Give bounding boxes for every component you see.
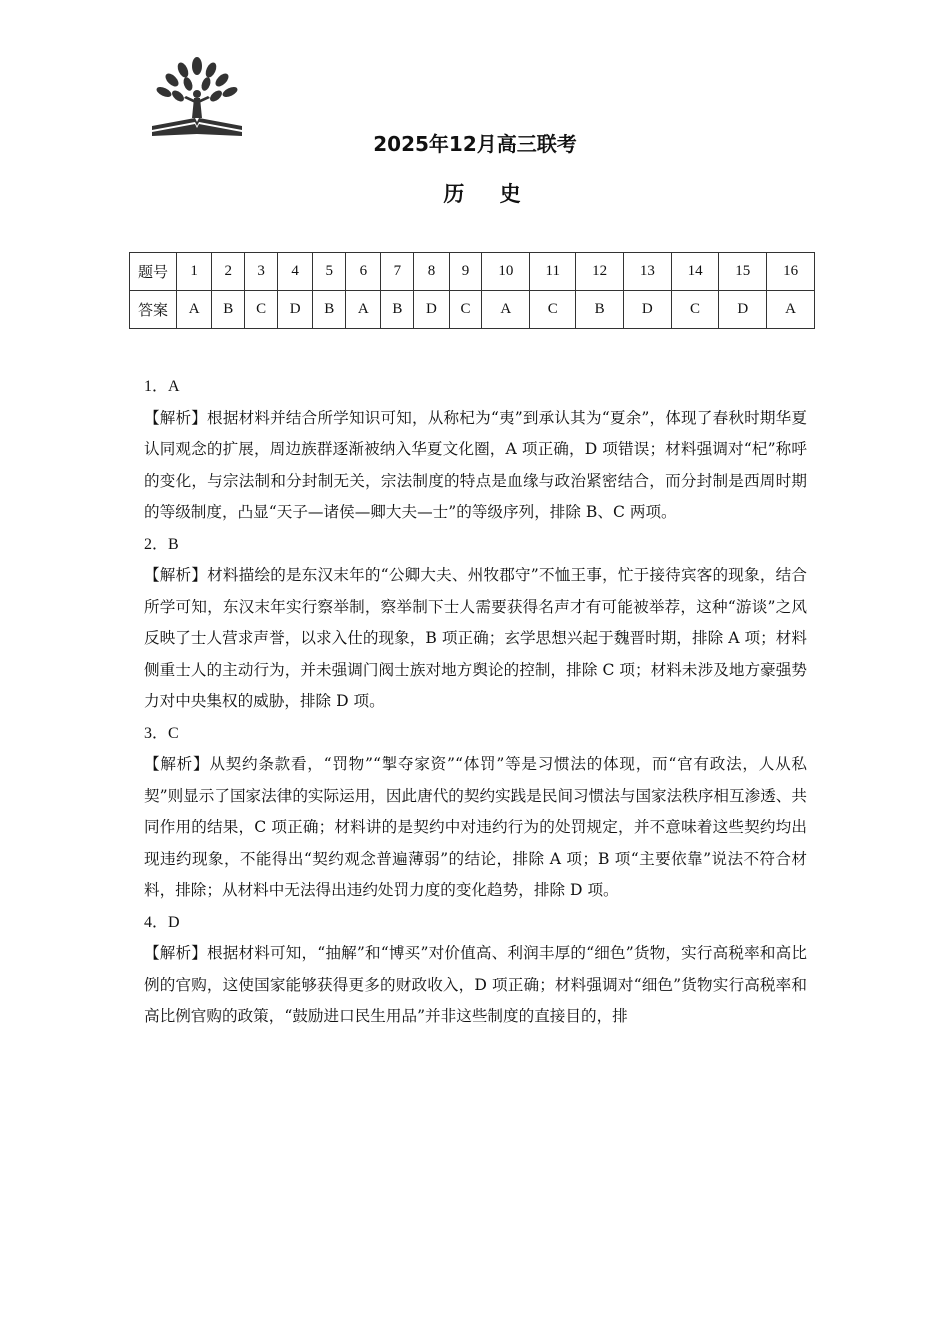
table-cell: 16 <box>767 253 815 291</box>
table-cell: 1 <box>177 253 212 291</box>
table-cell: 10 <box>482 253 530 291</box>
question-number: 4．D <box>144 913 180 931</box>
table-cell: D <box>623 291 671 329</box>
table-cell: C <box>671 291 719 329</box>
table-cell: 6 <box>346 253 381 291</box>
table-cell: C <box>245 291 278 329</box>
explanations <box>144 371 807 1033</box>
subject-title: 历 史 <box>443 182 535 206</box>
table-cell: 14 <box>671 253 719 291</box>
table-cell: 5 <box>313 253 346 291</box>
table-cell: A <box>177 291 212 329</box>
table-cell: 3 <box>245 253 278 291</box>
question-number: 1．A <box>144 378 180 395</box>
table-cell: 15 <box>719 253 767 291</box>
question-number: 2．B <box>144 535 179 553</box>
table-cell: A <box>482 291 530 329</box>
question-analysis: 【解析】根据材料可知，“抽解”和“博买”对价值高、利润丰厚的“细色”货物，实行高税率和高比例的官购，这使国家能够获得更多的财政收入，D 项正确；材料强调对“细色”货物实行高税率和高比例官购的政策，“鼓励进口民生用品”并非这些制度的直接目的，排 <box>144 944 807 1025</box>
question-analysis: 【解析】材料描绘的是东汉末年的“公卿大夫、州牧郡守”不恤王事，忙于接待宾客的现象，结合所学可知，东汉末年实行察举制，察举制下士人需要获得名声才有可能被举荐，这种“游谈”之风反映了士人营求声誉，以求入仕的现象，B 项正确；玄学思想兴起于魏晋时期，排除 A 项；材料侧重士人的主动行为，并未强调门阀士族对地方舆论的控制，排除 C 项；材料未涉及地方豪强势力对中央集权的威胁，排除 D 项。 <box>144 566 807 710</box>
table-cell: 7 <box>381 253 414 291</box>
table-cell: C <box>530 291 576 329</box>
table-cell: A <box>767 291 815 329</box>
answer-table <box>129 252 815 329</box>
table-cell: B <box>212 291 245 329</box>
table-cell: D <box>278 291 313 329</box>
table-cell: 8 <box>414 253 449 291</box>
table-cell: B <box>313 291 346 329</box>
question-number-row <box>130 253 815 291</box>
table-cell: 9 <box>449 253 482 291</box>
table-cell: 11 <box>530 253 576 291</box>
question-number: 3．C <box>144 724 179 742</box>
table-cell: B <box>576 291 624 329</box>
table-cell: 13 <box>623 253 671 291</box>
row-label-number: 题号 <box>130 253 177 291</box>
page-title: 2025年12月高三联考 <box>373 132 577 156</box>
table-cell: D <box>414 291 449 329</box>
table-cell: 4 <box>278 253 313 291</box>
question-analysis: 【解析】从契约条款看，“罚物”“掣夺家资”“体罚”等是习惯法的体现，而“官有政法，人从私契”则显示了国家法律的实际运用，因此唐代的契约实践是民间习惯法与国家法秩序相互渗透、共同作用的结果，C 项正确；材料讲的是契约中对违约行为的处罚规定，并不意味着这些契约均出现违约现象，不能得出“契约观念普遍薄弱”的结论，排除 A 项；B 项“主要依靠”说法不符合材料，排除；从材料中无法得出违约处罚力度的变化趋势，排除 D 项。 <box>144 755 807 899</box>
table-cell: 12 <box>576 253 624 291</box>
table-cell: A <box>346 291 381 329</box>
answer-row <box>130 291 815 329</box>
table-cell: 2 <box>212 253 245 291</box>
table-cell: D <box>719 291 767 329</box>
row-label-answer: 答案 <box>130 291 177 329</box>
table-cell: B <box>381 291 414 329</box>
question-analysis: 【解析】根据材料并结合所学知识可知，从称杞为“夷”到承认其为“夏余”，体现了春秋时期华夏认同观念的扩展，周边族群逐渐被纳入华夏文化圈，A 项正确，D 项错误；材料强调对“杞”称呼的变化，与宗法制和分封制无关，宗法制度的特点是血缘与政治紧密结合，而分封制是西周时期的等级制度，凸显“天子—诸侯—卿大夫—士”的等级序列，排除 B、C 两项。 <box>144 408 807 521</box>
table-cell: C <box>449 291 482 329</box>
